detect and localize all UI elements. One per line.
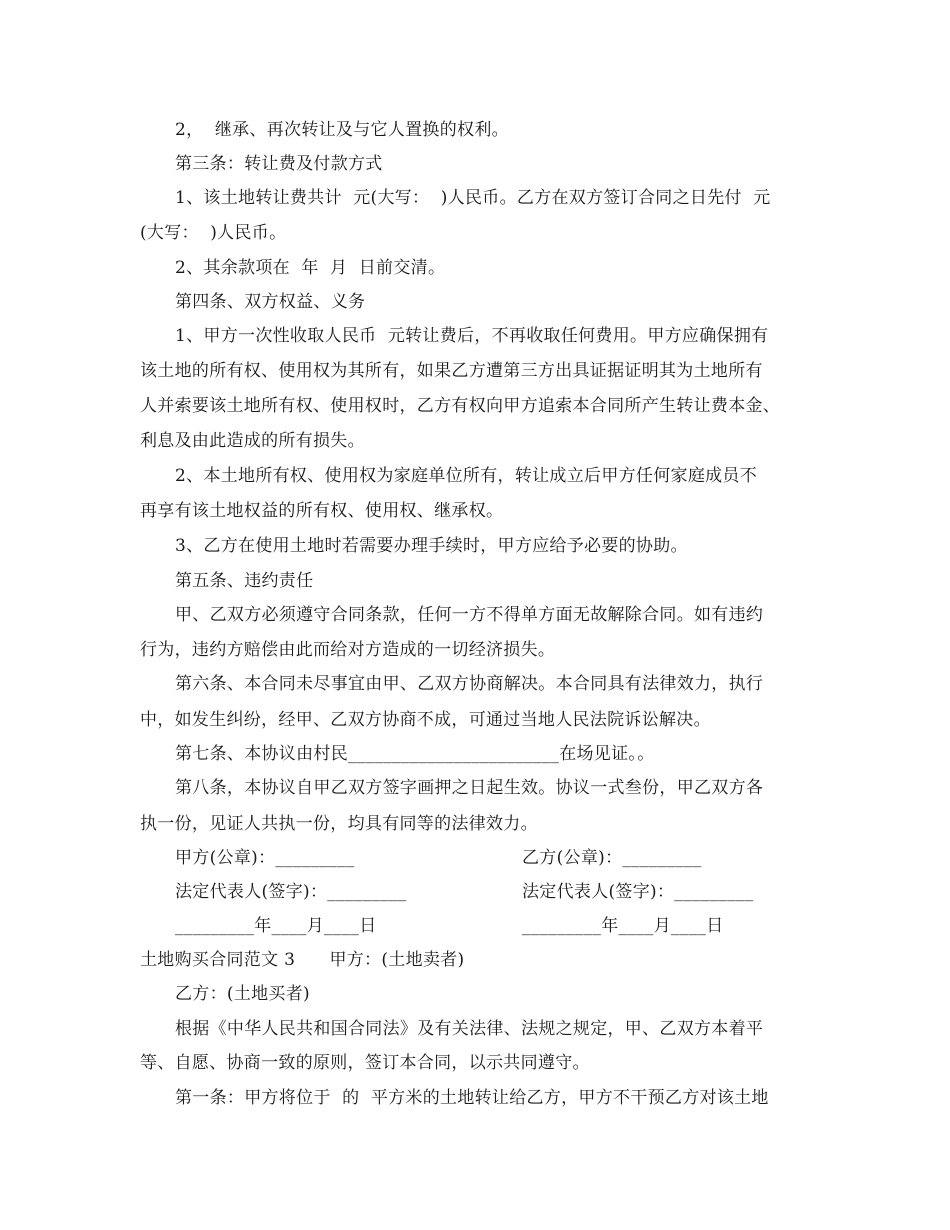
clause-text: 乙方：(土地买者) (175, 984, 310, 1004)
clause-text: 1、该土地转让费共计 元(大写： )人民币。乙方在双方签订合同之日先付 元 (175, 188, 771, 208)
clause-text: 执一份，见证人共执一份，均具有同等的法律效力。 (140, 814, 538, 834)
clause-text: 人并索要该土地所有权、使用权时，乙方有权向甲方追索本合同所产生转让费本金、 (140, 396, 781, 416)
article-heading: 第四条、双方权益、义务 (175, 292, 366, 312)
clause-text: 该土地的所有权、使用权为其所有，如果乙方遭第三方出具证据证明其为土地所有 (140, 361, 763, 381)
clause-text: 1、甲方一次性收取人民币 元转让费后，不再收取任何费用。甲方应确保拥有 (175, 326, 769, 346)
clause-text: 再享有该土地权益的所有权、使用权、继承权。 (140, 501, 504, 521)
section-title: 土地购买合同范文 3 甲方：(土地卖者) (140, 950, 465, 970)
party-b-date-field: _________年____月____日 (522, 916, 724, 936)
party-b-representative-field: 法定代表人(签字)：_________ (522, 882, 754, 902)
clause-text: (大写： )人民币。 (140, 223, 287, 243)
party-b-seal-field: 乙方(公章)：_________ (522, 848, 702, 868)
clause-text: 2， 继承、再次转让及与它人置换的权利。 (175, 120, 509, 140)
clause-text: 第一条：甲方将位于 的 平方米的土地转让给乙方，甲方不干预乙方对该土地 (175, 1088, 769, 1108)
clause-text: 利息及由此造成的所有损失。 (140, 431, 365, 451)
article-heading: 第三条：转让费及付款方式 (175, 154, 383, 174)
party-a-seal-field: 甲方(公章)：_________ (175, 848, 355, 868)
clause-text: 2、本土地所有权、使用权为家庭单位所有，转让成立后甲方任何家庭成员不 (175, 466, 758, 486)
clause-text: 第六条、本合同未尽事宜由甲、乙双方协商解决。本合同具有法律效力，执行 (175, 674, 764, 694)
article-heading: 第五条、违约责任 (175, 571, 314, 591)
clause-text: 3、乙方在使用土地时若需要办理手续时，甲方应给予必要的协助。 (175, 536, 688, 556)
clause-text: 第八条，本协议自甲乙双方签字画押之日起生效。协议一式叁份，甲乙双方各 (175, 778, 764, 798)
clause-text: 行为，违约方赔偿由此而给对方造成的一切经济损失。 (140, 640, 556, 660)
clause-text: 根据《中华人民共和国合同法》及有关法律、法规之规定，甲、乙双方本着平 (175, 1019, 764, 1039)
clause-text: 2、其余款项在 年 月 日前交清。 (175, 258, 446, 278)
clause-text: 甲、乙双方必须遵守合同条款，任何一方不得单方面无故解除合同。如有违约 (175, 605, 764, 625)
clause-text: 第七条、本协议由村民________________________在场见证。。 (175, 744, 655, 764)
party-a-representative-field: 法定代表人(签字)：_________ (175, 882, 407, 902)
party-a-date-field: _________年____月____日 (175, 916, 377, 936)
clause-text: 等、自愿、协商一致的原则，签订本合同，以示共同遵守。 (140, 1053, 590, 1073)
clause-text: 中，如发生纠纷，经甲、乙双方协商不成，可通过当地人民法院诉讼解决。 (140, 710, 711, 730)
